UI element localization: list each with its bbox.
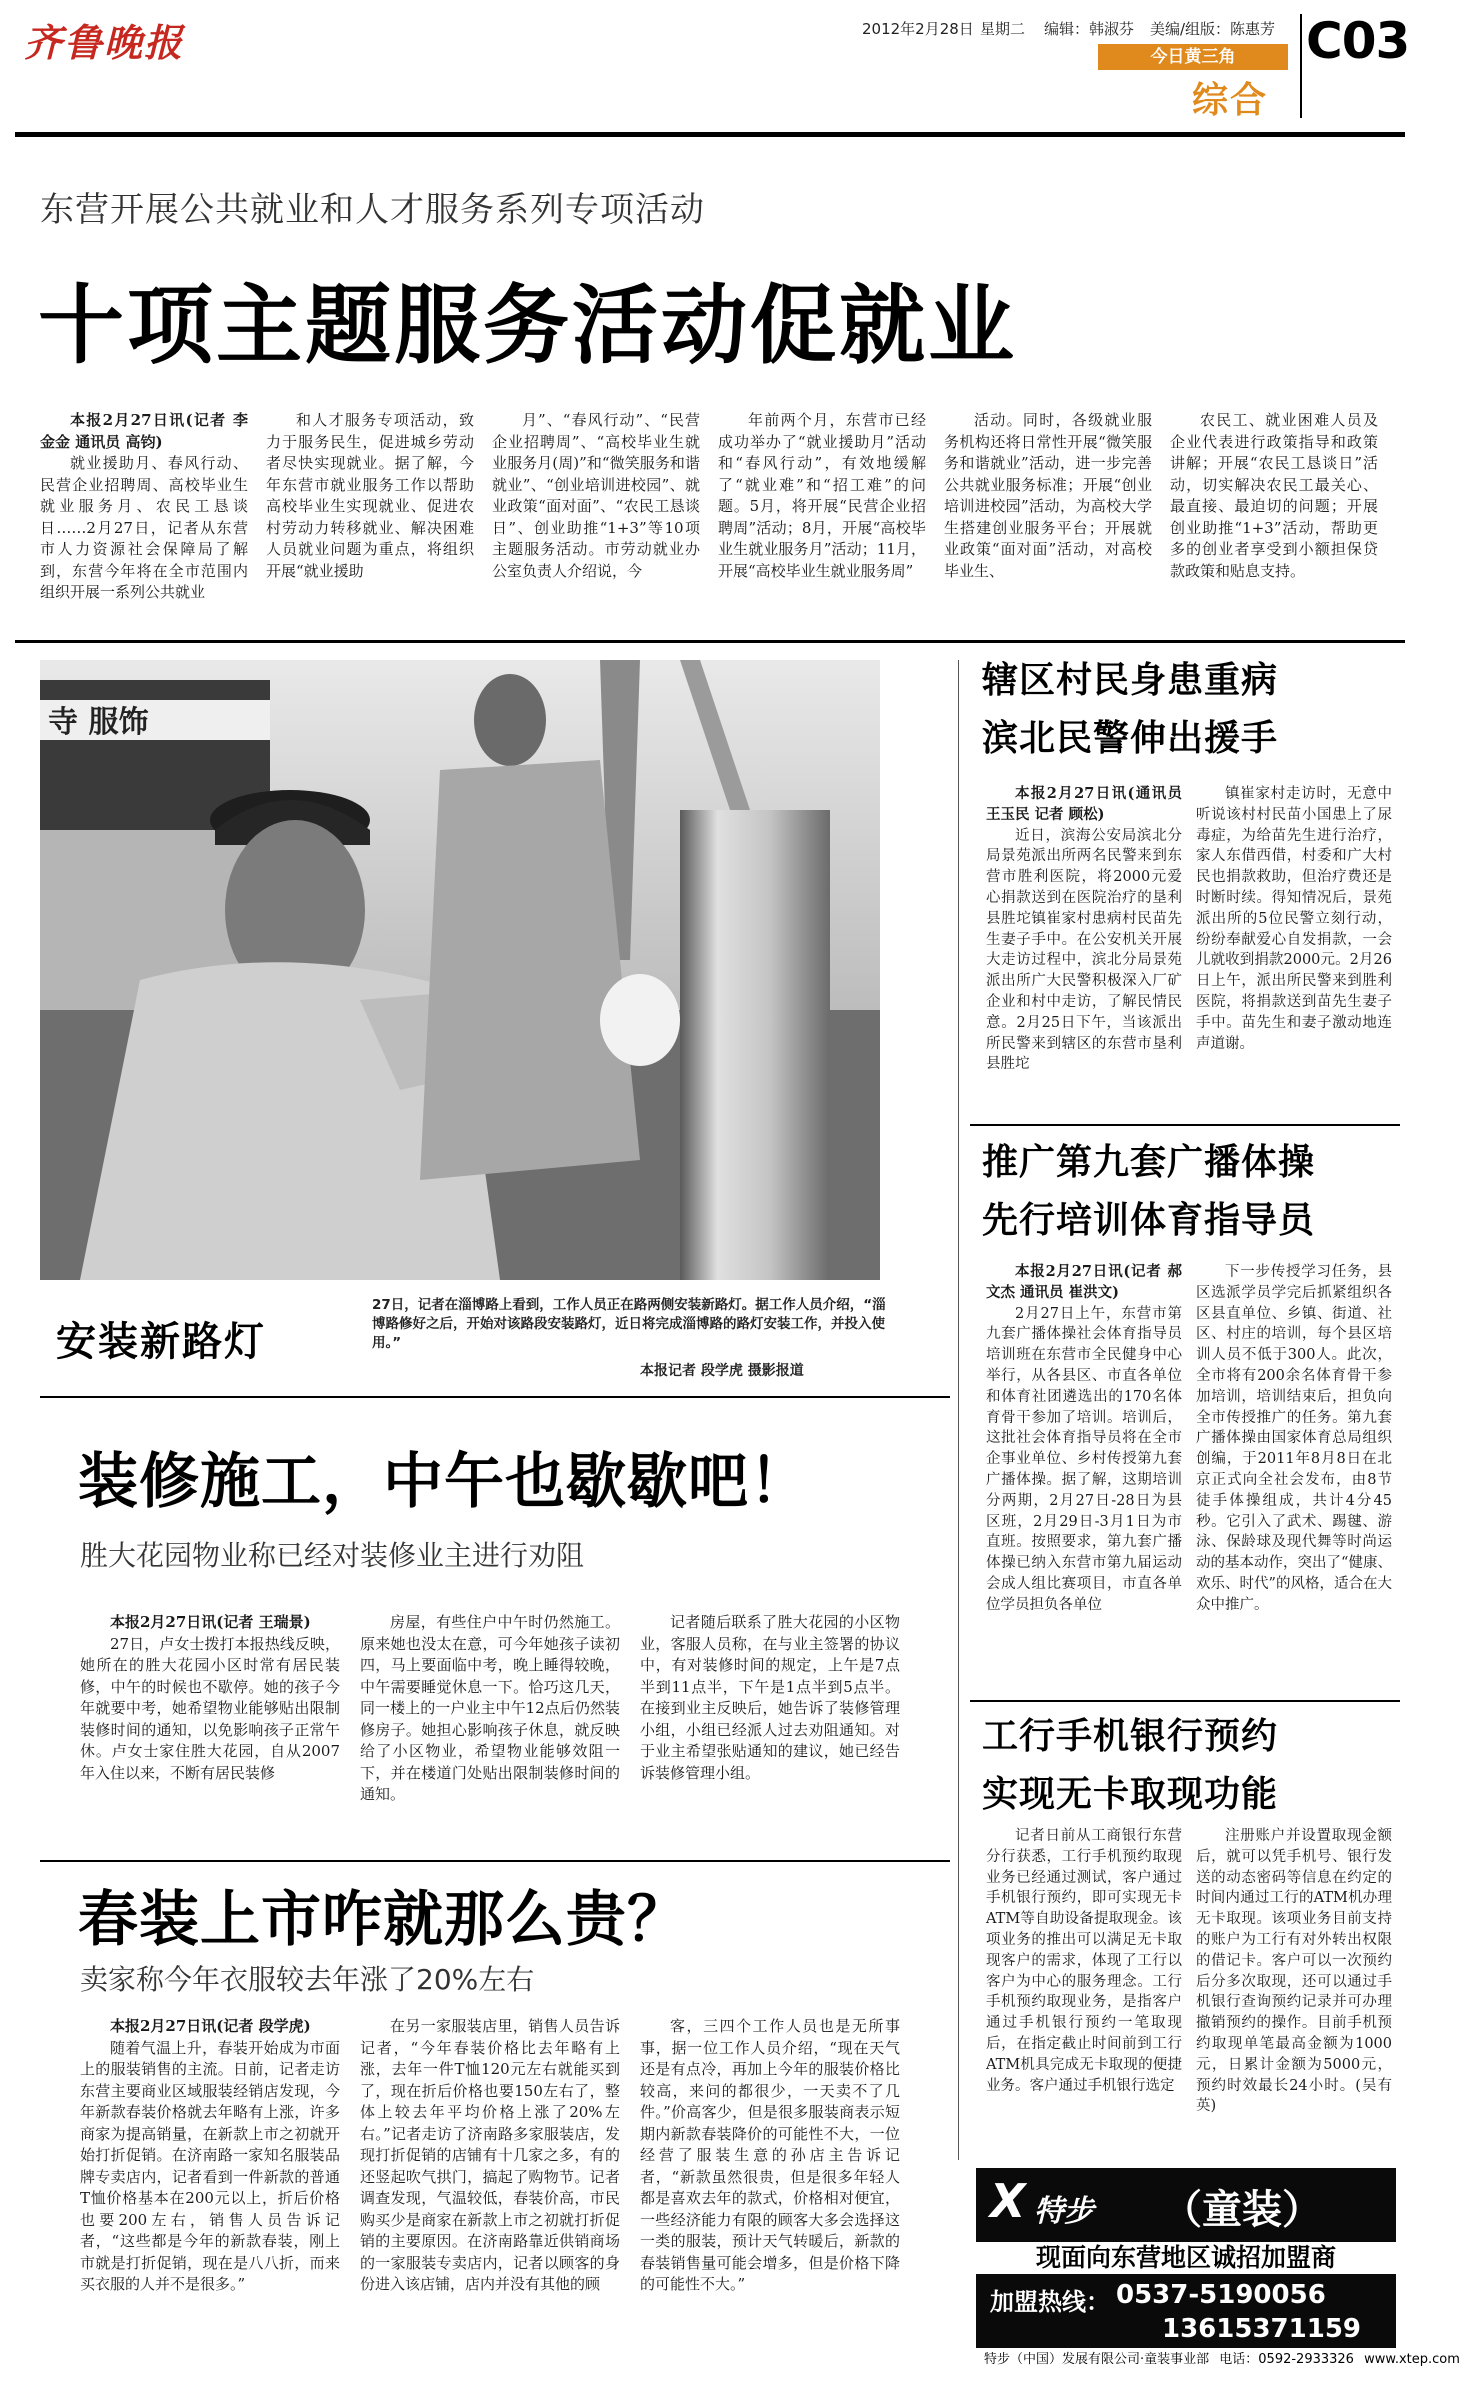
ad-recruit-line: 现面向东营地区诚招加盟商 <box>976 2242 1396 2274</box>
photo-credit: 本报记者 段学虎 摄影报道 <box>640 1363 804 1379</box>
ad-footer-tel[interactable]: 电话：0592-2933326 <box>1219 2352 1354 2367</box>
police-paragraph: 近日，滨海公安局滨北分局景苑派出所两名民警来到东营市胜利医院，将2000元爱心捐款送到在医院治疗的垦利县胜坨镇崔家村患病村民苗先生妻子手中。在公安机关开展大走访过程中，滨北分局景苑派出所广大民警积极深入厂矿企业和村中走访，了解民情民意。2月25日下午，当该派出所民警来到辖区的东营市垦利县胜坨 <box>986 827 1182 1073</box>
photo-street-lamp <box>40 660 880 1280</box>
photo-caption: 27日，记者在淄博路上看到，工作人员正在路两侧安装新路灯。据工作人员介绍，“淄博路修好之后，开始对该路段安装路灯，近日将完成淄博路的路灯安装工作，并投入使用。” <box>372 1297 886 1351</box>
lead-column <box>492 410 700 632</box>
masthead <box>0 0 1417 130</box>
right-column-divider <box>958 660 959 2160</box>
police-headline-2: 滨北民警伸出援手 <box>982 718 1279 759</box>
clothes-column <box>640 2016 900 2368</box>
lead-column <box>944 410 1152 632</box>
masthead-rule <box>15 132 1405 137</box>
exercise-headline-1: 推广第九套广播体操 <box>982 1142 1316 1183</box>
bank-paragraph: 记者日前从工商银行东营分行获悉，工行手机预约取现业务已经通过测试，客户通过手机银行预约，即可实现无卡ATM等自助设备提取现金。该项业务的推出可以满足无卡取现客户的需求，体现了工行以客户为中心的服务理念。工行手机预约取现业务，是指客户通过手机银行预约一笔取现后，在指定截止时间前到工行ATM机具完成无卡取现的便捷业务。客户通过手机银行选定 <box>986 1828 1182 2094</box>
lead-byline: 本报2月27日讯(记者 李金金 通讯员 高钧) <box>40 411 248 451</box>
bank-headline-2: 实现无卡取现功能 <box>982 1774 1279 1815</box>
lead-paragraph: 农民工、就业困难人员及企业代表进行政策指导和政策讲解；开展“农民工恳谈日”活动，切实解决农民工最关心、最直接、最迫切的问题；开展创业助推“1+3”活动，帮助更多的创业者享受到小额担保贷款政策和贴息支持。 <box>1170 411 1378 580</box>
bank-headline-1: 工行手机银行预约 <box>982 1716 1279 1757</box>
issue-weekday: 星期二 <box>980 20 1026 38</box>
lead-paragraph: 月”、“春风行动”、“民营企业招聘周”、“高校毕业生就业服务月(周)”和“微笑服务和谐就业”、“创业培训进校园”、就业政策“面对面”、“农民工恳谈日”、创业助推“1+3”等10项主题服务活动。市劳动就业办公室负责人介绍说，今 <box>492 411 700 580</box>
renovation-byline: 本报2月27日讯(记者 王瑞景) <box>110 1613 311 1631</box>
ad-brand-text: 特步 <box>1034 2194 1094 2229</box>
section-name: 综合 <box>1192 80 1269 121</box>
newspaper-logo: 齐鲁晚报 <box>24 20 185 65</box>
police-byline: 本报2月27日讯(通讯员 王玉民 记者 顾松) <box>986 785 1182 823</box>
clothes-byline: 本报2月27日讯(记者 段学虎) <box>110 2017 311 2035</box>
page-number: C03 <box>1306 12 1410 70</box>
ad-phone-2[interactable]: 13615371159 <box>1162 2314 1361 2344</box>
bank-column <box>986 1826 1182 2154</box>
renovation-paragraph: 记者随后联系了胜大花园的小区物业，客服人员称，在与业主签署的协议中，有对装修时间的规定，上午是7点半到11点半，下午是1点半到5点半。在接到业主反映后，她告诉了装修管理小组，小组已经派人过去劝阻通知。对于业主希望张贴通知的建议，她已经告诉装修管理小组。 <box>640 1613 900 1782</box>
exercise-paragraph: 2月27日上午，东营市第九套广播体操社会体育指导员培训班在东营市全民健身中心举行，从各县区、市直各单位和体育社团遴选出的170名体育骨干参加了培训。培训后，这批社会体育指导员将在全市企事业单位、乡村传授第九套广播体操。据了解，这期培训分两期，2月27日-28日为县区班，2月29日-3月1日为市直班。按照要求，第九套广播体操已纳入东营市第九届运动会成人组比赛项目，市直各单位学员担负各单位 <box>986 1305 1182 1613</box>
renovation-headline: 装修施工，中午也歇歇吧！ <box>78 1447 810 1517</box>
lead-column <box>718 410 926 632</box>
lead-paragraph: 年前两个月，东营市已经成功举办了“就业援助月”活动和“春风行动”，有效地缓解了“就业难”和“招工难”的问题。5月，将开展“民营企业招聘周”活动；8月，开展“高校毕业生就业服务月”活动；11月，开展“高校毕业生就业服务周” <box>718 411 926 580</box>
clothes-column <box>360 2016 620 2368</box>
clothes-paragraph: 客，三四个工作人员也是无所事事，据一位工作人员介绍，“现在天气还是有点冷，再加上今年的服装价格比较高，来问的都很少，一天卖不了几件。”价高客少，但是很多服装商表示短期内新款春装降价的可能性不大，一位经营了服装生意的孙店主告诉记者，“新款虽然很贵，但是很多年轻人都是喜欢去年的款式，价格相对便宜，一些经济能力有限的顾客大多会选择这一类的服装，预计天气转暖后，新款的春装销售量可能会增多，但是价格下降的可能性不大。” <box>640 2017 900 2293</box>
clothes-subhead: 卖家称今年衣服较去年涨了20%左右 <box>80 1963 535 1996</box>
lead-paragraph: 活动。同时，各级就业服务机构还将日常性开展“微笑服务和谐就业”活动，进一步完善公共就业服务标准；开展“创业培训进校园”活动，为高校大学生搭建创业服务平台；开展就业政策“面对面”活动，对高校毕业生、 <box>944 411 1152 580</box>
ad-footer-company: 特步（中国）发展有限公司·童装事业部 <box>984 2352 1210 2367</box>
shop-sign: 寺 服饰 <box>48 705 149 740</box>
clothes-paragraph: 随着气温上升，春装开始成为市面上的服装销售的主流。日前，记者走访东营主要商业区域服装经销店发现，今年新款春装价格就去年略有上涨，许多商家为提高销量，在新款上市之初就开始打折促销。在济南路一家知名服装品牌专卖店内，记者看到一件新款的普通T恤价格基本在200元以上，折后价格也要200左右，销售人员告诉记者，“这些都是今年的新款春装，刚上市就是打折促销，现在是八八折，而来买衣服的人并不是很多。” <box>80 2038 340 2293</box>
ad-phone-1[interactable]: 0537-5190056 <box>1116 2280 1326 2310</box>
police-paragraph: 镇崔家村走访时，无意中听说该村村民苗小国患上了尿毒症，为给苗先生进行治疗，家人东借西借，村委和广大村民也捐款救助，但治疗费还是时断时续。得知情况后，景苑派出所的5位民警立刻行动，纷纷奉献爱心自发捐款，一会儿就收到捐款2000元。2月26日上午，派出所民警来到胜利医院，将捐款送到苗先生妻子手中。苗先生和妻子激动地连声道谢。 <box>1196 786 1392 1052</box>
renovation-paragraph: 房屋，有些住户中午时仍然施工。原来她也没太在意，可今年她孩子读初四，马上要面临中考，晚上睡得较晚，中午需要睡觉休息一下。恰巧这几天，同一楼上的一户业主中午12点后仍然装修房子。她担心影响孩子休息，就反映给了小区物业，希望物业能够效阻一下，并在楼道门处贴出限制装修时间的通知。 <box>360 1613 620 1803</box>
ad-footer <box>976 2348 1460 2372</box>
editor-credit: 编辑：韩淑芬 <box>1044 20 1135 38</box>
police-column <box>986 784 1182 1118</box>
exercise-paragraph: 下一步传授学习任务，县区选派学员学完后抓紧组织各区县直单位、乡镇、街道、社区、村庄的培训，每个县区培训人员不低于300人。此次，全市将有200余名体育骨干参加培训，培训结束后，担负向全市传授推广的任务。第九套广播体操由国家体育总局组织创编，于2011年8月8日在北京正式向全社会发布，由8节徒手体操组成，共计4分45秒。它引入了武术、踢毽、游泳、保龄球及现代舞等时尚运动的基本动作，突出了“健康、欢乐、时代”的风格，适合在大众中推广。 <box>1196 1264 1392 1613</box>
lead-headline: 十项主题服务活动促就业 <box>38 276 1017 376</box>
bank-column <box>1196 1826 1392 2154</box>
lead-paragraph: 就业援助月、春风行动、民营企业招聘周、高校毕业生就业服务月、农民工恳谈日……2月27日，记者从东营市人力资源社会保障局了解到，东营今年将在全市范围内组织开展一系列公共就业 <box>40 454 248 601</box>
designer-credit: 美编/组版：陈惠芳 <box>1150 20 1276 38</box>
photo-street-lamp-image <box>40 660 880 1280</box>
ad-footer-web[interactable]: www.xtep.com <box>1364 2352 1460 2367</box>
lead-column <box>266 410 474 632</box>
issue-date: 2012年2月28日 <box>862 20 974 38</box>
lead-column <box>1170 410 1378 632</box>
police-headline-1: 辖区村民身患重病 <box>982 660 1279 701</box>
xtep-advertisement[interactable] <box>976 2168 1460 2372</box>
photo-rule <box>40 1396 950 1398</box>
clothes-paragraph: 在另一家服装店里，销售人员告诉记者，“今年春装价格比去年略有上涨，去年一件T恤120元左右就能买到了，现在折后价格也要150左右了，整体上较去年平均价格上涨了20%左右。”记者走访了济南路多家服装店，发现打折促销的店铺有十几家之多，有的还竖起吹气拱门，搞起了购物节。记者调查发现，气温较低，春装价高，市民购买少是商家在新款上市之初就打折促销的主要原因。在济南路靠近供销商场的一家服装专卖店内，记者以顾客的身份进入该店铺，店内并没有其他的顾 <box>360 2017 620 2293</box>
renovation-column <box>640 1612 900 1852</box>
exercise-rule <box>970 1700 1400 1702</box>
lead-column <box>40 410 248 632</box>
exercise-column <box>986 1262 1182 1694</box>
ad-brand-x: X <box>990 2174 1026 2228</box>
lead-paragraph: 和人才服务专项活动，致力于服务民生，促进城乡劳动者尽快实现就业。据了解，今年东营市就业服务工作以帮助高校毕业生实现就业、促进农村劳动力转移就业、解决困难人员就业问题为重点，将组织开展“就业援助 <box>266 411 474 580</box>
bank-paragraph: 注册账户并设置取现金额后，就可以凭手机号、银行发送的动态密码等信息在约定的时间内通过工行的ATM机办理无卡取现。该项业务目前支持的账户为工行有对外转出权限的借记卡。客户可以一次预约后分多次取现，还可以通过手机银行查询预约记录并可办理撤销预约的操作。目前手机预约取现单笔最高金额为1000元，日累计金额为5000元，预约时效最长24小时。(吴有英) <box>1196 1828 1392 2115</box>
lead-kicker: 东营开展公共就业和人才服务系列专项活动 <box>40 190 705 230</box>
renovation-subhead: 胜大花园物业称已经对装修业主进行劝阻 <box>80 1539 585 1572</box>
exercise-headline-2: 先行培训体育指导员 <box>982 1200 1316 1241</box>
section-tag: 今日黄三角 <box>1098 44 1288 70</box>
renovation-rule <box>40 1860 950 1862</box>
renovation-column <box>80 1612 340 1852</box>
photo-title: 安装新路灯 <box>56 1319 266 1365</box>
lead-rule <box>15 640 1405 643</box>
masthead-divider <box>1300 14 1302 118</box>
ad-product: （童装） <box>1162 2187 1322 2233</box>
renovation-paragraph: 27日，卢女士拨打本报热线反映，她所在的胜大花园小区时常有居民装修，中午的时候也不歇停。她的孩子今年就要中考，她希望物业能够贴出限制装修时间的通知，以免影响孩子正常午休。卢女士家住胜大花园，自从2007年入住以来，不断有居民装修 <box>80 1634 340 1782</box>
police-column <box>1196 784 1392 1118</box>
exercise-column <box>1196 1262 1392 1694</box>
renovation-column <box>360 1612 620 1852</box>
clothes-column <box>80 2016 340 2368</box>
clothes-headline: 春装上市咋就那么贵？ <box>78 1885 688 1955</box>
ad-hotline-label: 加盟热线： <box>990 2288 1110 2316</box>
exercise-byline: 本报2月27日讯(记者 郝文杰 通讯员 崔洪文) <box>986 1263 1182 1301</box>
police-rule <box>970 1124 1400 1126</box>
